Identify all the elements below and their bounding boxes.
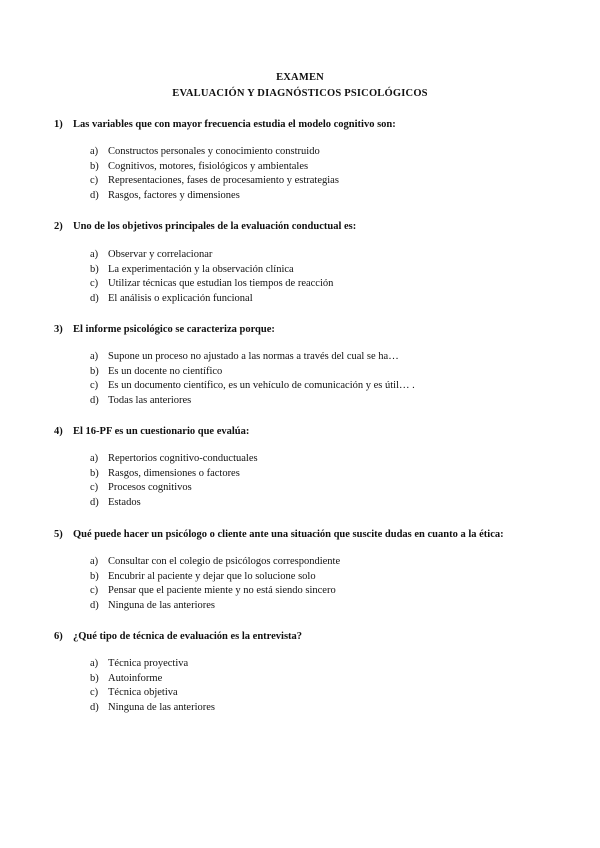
question-text: El informe psicológico se caracteriza porque:: [73, 324, 275, 335]
question-1-options: [90, 145, 560, 204]
option-a: [90, 555, 560, 570]
option-letter: a): [90, 556, 99, 567]
option-letter: b): [90, 160, 99, 172]
option-c: [90, 277, 560, 292]
question-number: 6): [54, 631, 63, 642]
option-d: [90, 599, 560, 614]
option-letter: d): [90, 497, 99, 509]
question-5: [54, 528, 574, 542]
option-d: [90, 292, 560, 307]
option-text: Técnica proyectiva: [108, 658, 189, 669]
option-text: La experimentación y la observación clínica: [108, 263, 294, 275]
exam-title: EXAMEN: [276, 72, 324, 83]
option-text: Es un docente no científico: [108, 365, 223, 377]
option-letter: a): [90, 146, 99, 157]
question-6: [54, 630, 574, 644]
question-3: [54, 323, 574, 337]
question-number: 1): [54, 119, 63, 130]
option-a: [90, 452, 560, 467]
question-5-options: [90, 555, 560, 614]
option-letter: a): [90, 453, 99, 464]
question-text: Qué puede hacer un psicólogo o cliente ante una situación que suscite dudas en cuanto a la ética:: [73, 529, 504, 540]
option-letter: a): [90, 658, 99, 669]
option-letter: b): [90, 570, 99, 582]
option-letter: a): [90, 249, 99, 260]
option-c: [90, 584, 560, 599]
option-b: [90, 160, 560, 175]
option-letter: c): [90, 687, 99, 699]
option-c: [90, 379, 560, 394]
option-text: El análisis o explicación funcional: [108, 293, 253, 305]
option-a: [90, 657, 560, 672]
option-b: [90, 672, 560, 687]
option-b: [90, 570, 560, 585]
option-letter: d): [90, 190, 99, 202]
question-number: 2): [54, 221, 63, 232]
question-text: El 16-PF es un cuestionario que evalúa:: [73, 426, 250, 437]
exam-subtitle: EVALUACIÓN Y DIAGNÓSTICOS PSICOLÓGICOS: [172, 88, 428, 99]
option-text: Pensar que el paciente miente y no está siendo sincero: [108, 585, 336, 597]
option-text: Ninguna de las anteriores: [108, 600, 216, 612]
question-2-options: [90, 248, 560, 307]
question-4-options: [90, 452, 560, 511]
option-letter: c): [90, 482, 99, 494]
option-a: [90, 248, 560, 263]
question-text: Uno de los objetivos principales de la evaluación conductual es:: [73, 221, 357, 232]
question-3-options: [90, 350, 560, 409]
question-2: [54, 220, 574, 234]
question-text: Las variables que con mayor frecuencia estudia el modelo cognitivo son:: [73, 119, 396, 130]
option-text: Estados: [108, 497, 141, 509]
option-text: Rasgos, factores y dimensiones: [108, 190, 240, 202]
option-d: [90, 496, 560, 511]
option-text: Encubrir al paciente y dejar que lo solucione solo: [108, 570, 316, 582]
question-4: [54, 425, 574, 439]
option-b: [90, 467, 560, 482]
option-d: [90, 701, 560, 716]
question-number: 5): [54, 529, 63, 540]
option-d: [90, 394, 560, 409]
option-text: Autoinforme: [108, 672, 163, 684]
option-b: [90, 365, 560, 380]
option-text: Representaciones, fases de procesamiento y estrategias: [108, 175, 339, 187]
option-letter: c): [90, 175, 99, 187]
option-text: Repertorios cognitivo-conductuales: [108, 453, 258, 464]
option-a: [90, 145, 560, 160]
question-text: ¿Qué tipo de técnica de evaluación es la entrevista?: [73, 631, 303, 642]
option-c: [90, 481, 560, 496]
option-text: Ninguna de las anteriores: [108, 702, 216, 714]
option-a: [90, 350, 560, 365]
option-text: Es un documento científico, es un vehículo de comunicación y es útil… .: [108, 380, 415, 392]
option-letter: b): [90, 672, 99, 684]
option-text: Constructos personales y conocimiento construido: [108, 146, 320, 157]
option-letter: c): [90, 278, 99, 290]
option-letter: c): [90, 585, 99, 597]
question-number: 4): [54, 426, 63, 437]
option-text: Técnica objetiva: [108, 687, 178, 699]
option-text: Procesos cognitivos: [108, 482, 192, 494]
option-letter: b): [90, 467, 99, 479]
option-text: Rasgos, dimensiones o factores: [108, 467, 240, 479]
question-6-options: [90, 657, 560, 716]
option-letter: b): [90, 263, 99, 275]
option-c: [90, 174, 560, 189]
option-text: Observar y correlacionar: [108, 249, 213, 260]
option-b: [90, 263, 560, 278]
option-letter: d): [90, 600, 99, 612]
option-letter: d): [90, 702, 99, 714]
option-d: [90, 189, 560, 204]
option-text: Supone un proceso no ajustado a las normas a través del cual se ha…: [108, 351, 399, 362]
option-text: Consultar con el colegio de psicólogos correspondiente: [108, 556, 341, 567]
option-letter: c): [90, 380, 99, 392]
option-letter: d): [90, 293, 99, 305]
option-letter: a): [90, 351, 99, 362]
option-letter: d): [90, 395, 99, 407]
question-number: 3): [54, 324, 63, 335]
option-text: Cognitivos, motores, fisiológicos y ambientales: [108, 160, 309, 172]
question-1: [54, 118, 574, 132]
option-c: [90, 686, 560, 701]
option-text: Todas las anteriores: [108, 395, 192, 407]
option-letter: b): [90, 365, 99, 377]
option-text: Utilizar técnicas que estudian los tiempos de reacción: [108, 278, 334, 290]
